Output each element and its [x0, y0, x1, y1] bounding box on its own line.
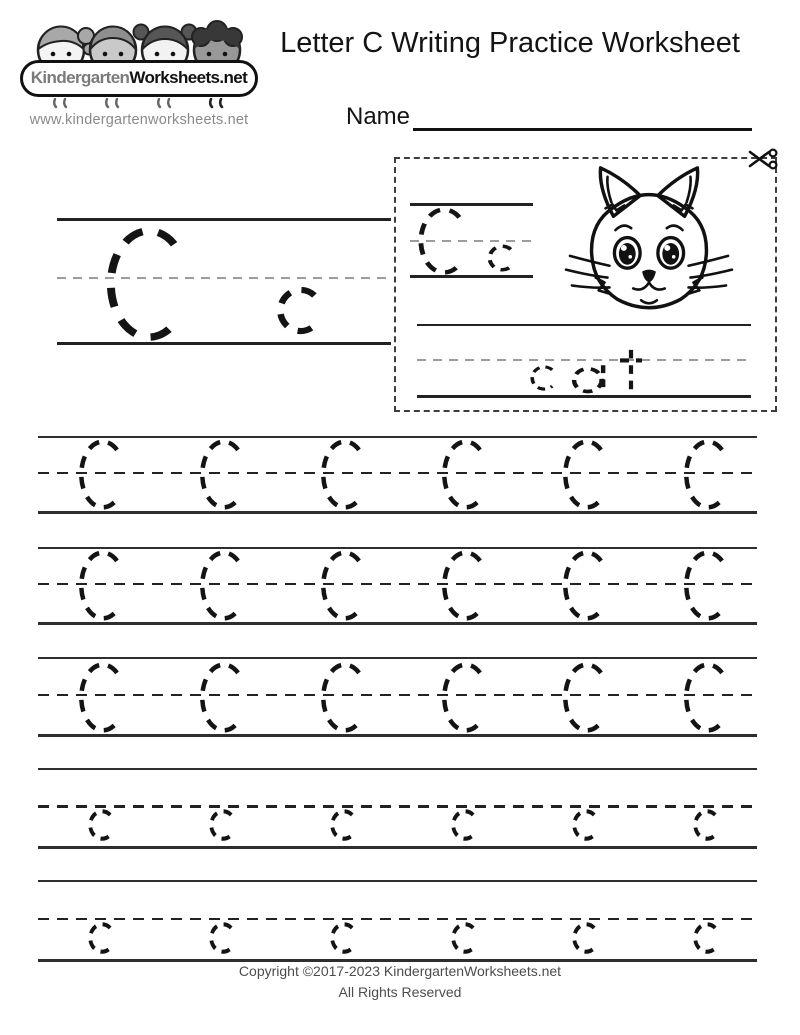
traceable-letter-C — [437, 661, 489, 734]
logo-banner — [20, 60, 258, 97]
dashed-midline — [38, 694, 757, 697]
dashed-midline — [38, 918, 757, 921]
name-field — [346, 103, 752, 131]
logo — [20, 16, 258, 128]
traceable-letter-C — [316, 549, 368, 622]
practice-row-2 — [38, 547, 757, 625]
example-cutout-card — [394, 157, 777, 412]
example-uppercase-letter — [413, 206, 469, 276]
practice-row-3 — [38, 657, 757, 737]
traceable-letter-C — [316, 438, 368, 511]
practice-row-5 — [38, 880, 757, 962]
traceable-letter-c — [688, 917, 722, 959]
traceable-letter-C — [679, 661, 731, 734]
word-letter-c — [525, 361, 559, 395]
practice-row-4 — [38, 768, 757, 849]
word-letter-t — [617, 347, 645, 395]
traceable-letter-C — [195, 438, 247, 511]
traceable-letter-C — [558, 438, 610, 511]
name-label: Name — [346, 103, 411, 130]
dashed-midline — [38, 805, 757, 808]
traceable-letter-C — [195, 549, 247, 622]
traceable-letter-C — [679, 549, 731, 622]
demo-lowercase-letter — [268, 279, 326, 342]
logo-legs-illustration — [33, 98, 245, 109]
cat-illustration — [560, 161, 738, 324]
word-letter-a — [572, 360, 610, 395]
traceable-letter-c — [567, 917, 601, 959]
letter-demo-lines — [57, 218, 391, 345]
traceable-letter-C — [74, 438, 126, 511]
traceable-letter-C — [679, 438, 731, 511]
logo-website: www.kindergartenworksheets.net — [29, 112, 249, 128]
name-blank-line — [413, 104, 752, 131]
example-lowercase-letter — [482, 240, 518, 276]
traceable-letter-c — [83, 804, 117, 846]
traceable-letter-c — [446, 804, 480, 846]
logo-banner-text-gray: Kindergarten — [30, 68, 130, 87]
traceable-letter-c — [204, 917, 238, 959]
rights-line: All Rights Reserved — [338, 984, 462, 1000]
footer — [0, 961, 800, 1003]
traceable-letter-C — [195, 661, 247, 734]
dashed-midline — [38, 472, 757, 475]
traceable-letter-c — [325, 804, 359, 846]
traceable-letter-C — [316, 661, 368, 734]
traceable-letter-C — [558, 549, 610, 622]
traceable-letter-c — [567, 804, 601, 846]
logo-banner-text-dark: Worksheets.net — [129, 68, 248, 87]
traceable-letter-C — [558, 661, 610, 734]
traceable-letter-c — [688, 804, 722, 846]
copyright-line: Copyright ©2017-2023 KindergartenWorksheets.net — [238, 963, 562, 979]
traceable-letter-c — [83, 917, 117, 959]
traceable-letter-c — [325, 917, 359, 959]
dashed-midline — [38, 583, 757, 586]
scissors-icon — [747, 148, 781, 170]
traceable-letter-C — [437, 438, 489, 511]
demo-uppercase-letter — [98, 225, 190, 343]
traceable-letter-C — [74, 661, 126, 734]
practice-row-1 — [38, 436, 757, 514]
page-title: Letter C Writing Practice Worksheet — [280, 27, 740, 59]
traceable-letter-c — [204, 804, 238, 846]
traceable-letter-C — [437, 549, 489, 622]
traceable-letter-c — [446, 917, 480, 959]
traceable-letter-C — [74, 549, 126, 622]
